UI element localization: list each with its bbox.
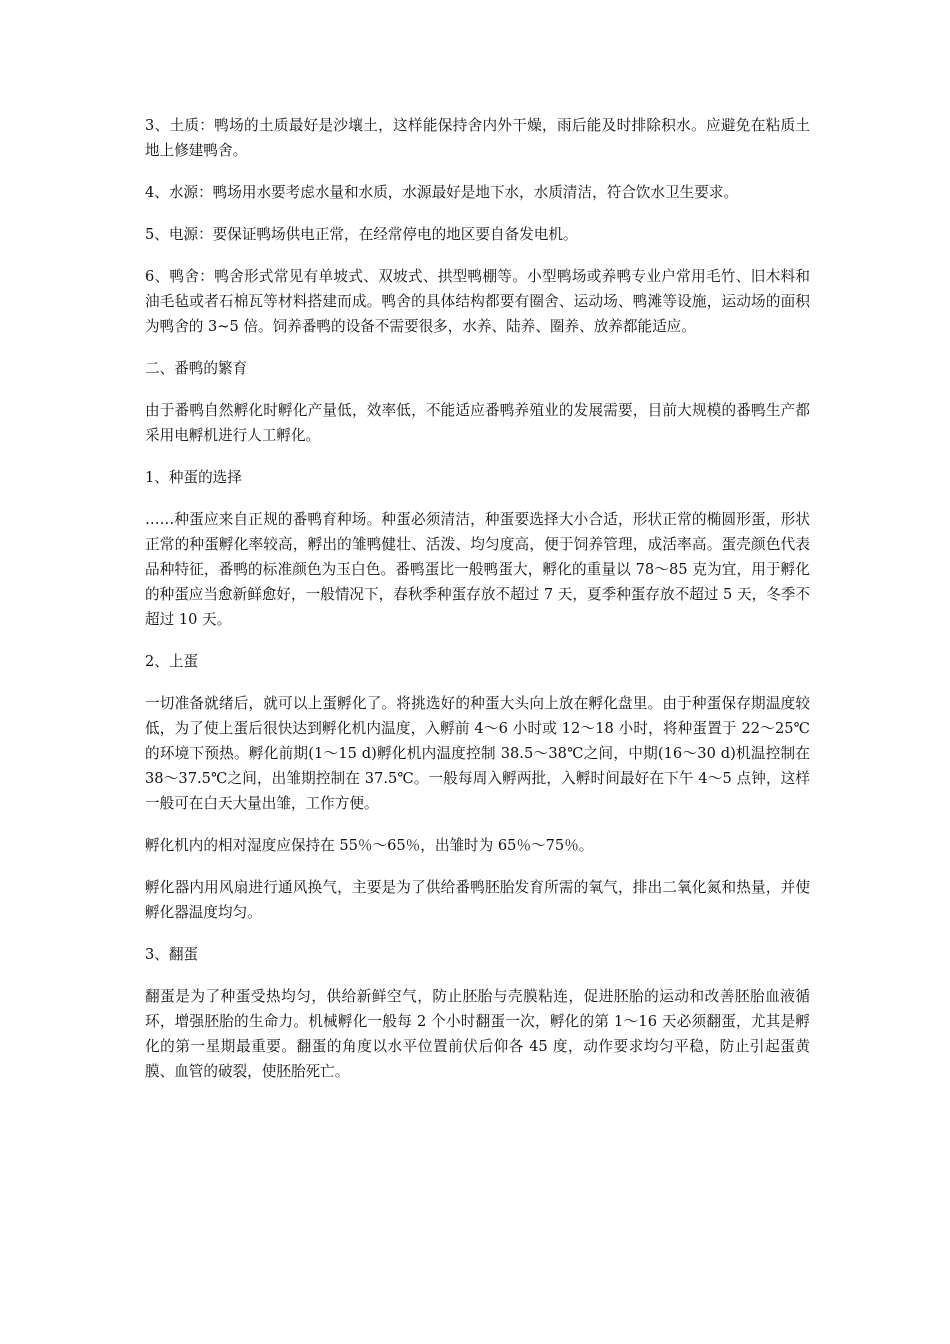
paragraph-breeding-intro: 由于番鸭自然孵化时孵化产量低，效率低，不能适应番鸭养殖业的发展需要，目前大规模的番鸭生产都采用电孵机进行人工孵化。 [145, 402, 810, 444]
paragraph-ventilation: 孵化器内用风扇进行通风换气，主要是为了供给番鸭胚胎发育所需的氧气，排出二氧化氮和热量，并使孵化器温度均匀。 [145, 879, 810, 921]
section-heading-breeding: 二、番鸭的繁育 [145, 360, 248, 377]
document-body [145, 113, 810, 1101]
subheading-egg-selection: 1、种蛋的选择 [145, 469, 242, 486]
paragraph-water-source: 4、水源：鸭场用水要考虑水量和水质，水源最好是地下水，水质清洁，符合饮水卫生要求。 [145, 184, 739, 201]
paragraph-egg-selection: ……种蛋应来自正规的番鸭育种场。种蛋必须清洁，种蛋要选择大小合适，形状正常的椭圆形蛋，形状正常的种蛋孵化率较高，孵出的雏鸭健壮、活泼、均匀度高，便于饲养管理，成活率高。蛋壳颜色代表品种特征，番鸭的标准颜色为玉白色。番鸭蛋比一般鸭蛋大，孵化的重量以 78～85 克为宜，用于孵化的种蛋应当愈新鲜愈好，一般情况下，春秋季种蛋存放不超过 7 天，夏季种蛋存放不超过 5 天，冬季不超过 10 天。 [145, 511, 810, 628]
paragraph-humidity: 孵化机内的相对湿度应保持在 55％～65％，出雏时为 65％～75％。 [145, 837, 594, 854]
paragraph-turning-eggs: 翻蛋是为了种蛋受热均匀，供给新鲜空气，防止胚胎与壳膜粘连，促进胚胎的运动和改善胚胎血液循环，增强胚胎的生命力。机械孵化一般每 2 个小时翻蛋一次，孵化的第 1～16 天必须翻蛋，尤其是孵化的第一星期最重要。翻蛋的角度以水平位置前伏后仰各 45 度，动作要求均匀平稳，防止引起蛋黄膜、血管的破裂，使胚胎死亡。 [145, 988, 810, 1080]
paragraph-duck-house: 6、鸭舍：鸭舍形式常见有单坡式、双坡式、拱型鸭棚等。小型鸭场或养鸭专业户常用毛竹、旧木料和油毛毡或者石棉瓦等材料搭建而成。鸭舍的具体结构都要有圈舍、运动场、鸭滩等设施，运动场的面积为鸭舍的 3~5 倍。饲养番鸭的设备不需要很多，水养、陆养、圈养、放养都能适应。 [145, 268, 810, 335]
subheading-turning-eggs: 3、翻蛋 [145, 946, 199, 963]
paragraph-loading-eggs: 一切准备就绪后，就可以上蛋孵化了。将挑选好的种蛋大头向上放在孵化盘里。由于种蛋保存期温度较低，为了使上蛋后很快达到孵化机内温度，入孵前 4～6 小时或 12～18 小时，将种蛋置于 22～25℃的环境下预热。孵化前期(1～15 d)孵化机内温度控制 38.5～38℃之间，中期(16～30 d)机温控制在 38～37.5℃之间，出雏期控制在 37.5℃。一般每周入孵两批，入孵时间最好在下午 4～5 点钟，这样一般可在白天大量出雏，工作方便。 [145, 695, 810, 812]
subheading-loading-eggs: 2、上蛋 [145, 653, 199, 670]
paragraph-power-supply: 5、电源：要保证鸭场供电正常，在经常停电的地区要自备发电机。 [145, 226, 578, 243]
paragraph-soil: 3、土质：鸭场的土质最好是沙壤土，这样能保持舍内外干燥，雨后能及时排除积水。应避免在粘质土地上修建鸭舍。 [145, 117, 810, 159]
